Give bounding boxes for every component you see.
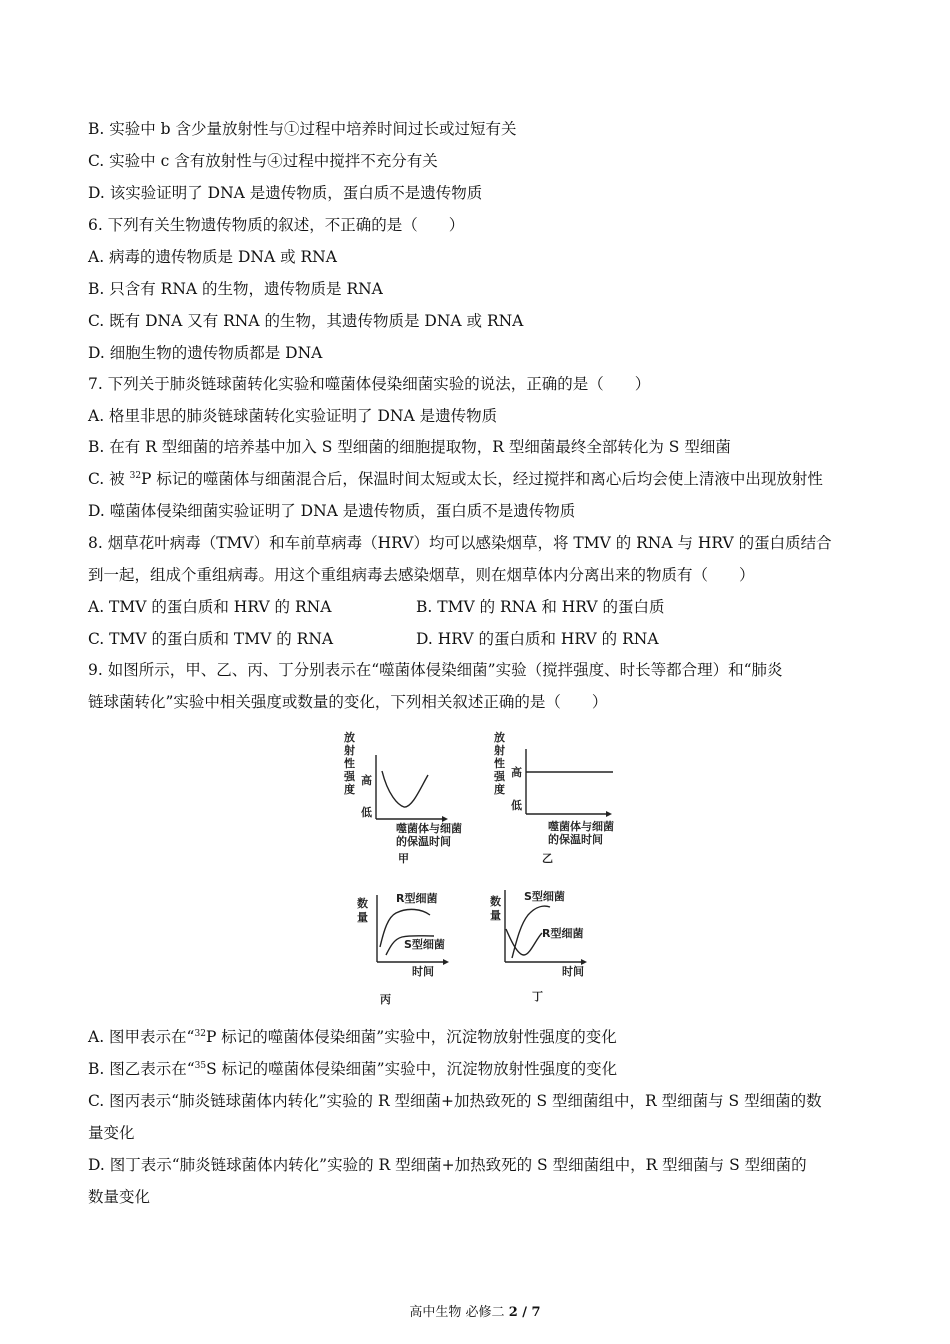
option-8a: A. TMV 的蛋白质和 HRV 的 RNA — [88, 598, 332, 616]
yi-xlabel-1: 噬菌体与细菌 — [548, 820, 614, 833]
jia-caption: 甲 — [398, 852, 409, 865]
jia-low-label: 低 — [361, 806, 372, 819]
yi-xlabel-2: 的保温时间 — [548, 833, 603, 846]
ding-r-label: R型细菌 — [542, 927, 584, 940]
jia-high-label: 高 — [361, 774, 372, 787]
option-8c: C. TMV 的蛋白质和 TMV 的 RNA — [88, 630, 334, 648]
jia-curve — [382, 771, 428, 807]
option-6c: C. 既有 DNA 又有 RNA 的生物，其遗传物质是 DNA 或 RNA — [88, 312, 524, 330]
option-5c: C. 实验中 c 含有放射性与④过程中搅拌不充分有关 — [88, 152, 438, 170]
yi-ylabel-2: 射 — [494, 744, 505, 757]
graph-yi — [493, 730, 614, 865]
bing-x-arrow — [443, 959, 449, 965]
yi-high-label: 高 — [511, 766, 522, 779]
question-7: 7. 下列关于肺炎链球菌转化实验和噬菌体侵染细菌实验的说法，正确的是（ ） — [88, 375, 651, 393]
yi-caption: 乙 — [542, 852, 553, 865]
page-number: 2 / 7 — [508, 1305, 541, 1320]
question-8-line1: 8. 烟草花叶病毒（TMV）和车前草病毒（HRV）均可以感染烟草，将 TMV 的 RNA 与 HRV 的蛋白质结合 — [88, 534, 832, 552]
option-7b: B. 在有 R 型细菌的培养基中加入 S 型细菌的细胞提取物，R 型细菌最终全部转化为 S 型细菌 — [88, 438, 731, 456]
option-5b: B. 实验中 b 含少量放射性与①过程中培养时间过长或过短有关 — [88, 120, 517, 138]
option-6a: A. 病毒的遗传物质是 DNA 或 RNA — [88, 248, 337, 266]
jia-ylabel-4: 强 — [344, 770, 355, 783]
experiment-figure — [330, 725, 630, 1015]
option-9a: A. 图甲表示在“$^{32}$P 标记的噬菌体侵染细菌”实验中，沉淀物放射性强度的变化 — [88, 1028, 617, 1046]
yi-ylabel-3: 性 — [494, 757, 505, 770]
yi-x-arrow — [606, 811, 612, 817]
ding-s-label: S型细菌 — [524, 890, 565, 903]
option-9c-line1: C. 图丙表示“肺炎链球菌体内转化”实验的 R 型细菌+加热致死的 S 型细菌组中，R 型细菌与 S 型细菌的数 — [88, 1092, 822, 1110]
question-6: 6. 下列有关生物遗传物质的叙述，不正确的是（ ） — [88, 216, 465, 234]
option-9d-line1: D. 图丁表示“肺炎链球菌体内转化”实验的 R 型细菌+加热致死的 S 型细菌组中，R 型细菌与 S 型细菌的 — [88, 1156, 807, 1174]
bing-s-label: S型细菌 — [404, 938, 445, 951]
bing-xlabel: 时间 — [412, 965, 434, 978]
question-8-line2: 到一起，组成个重组病毒。用这个重组病毒去感染烟草，则在烟草体内分离出来的物质有（ ） — [88, 566, 755, 584]
option-7d: D. 噬菌体侵染细菌实验证明了 DNA 是遗传物质，蛋白质不是遗传物质 — [88, 502, 576, 520]
ding-r-curve — [506, 929, 542, 955]
ding-ylabel-2: 量 — [490, 909, 501, 922]
option-7c: C. 被 $^{32}$P 标记的噬菌体与细菌混合后，保温时间太短或太长，经过搅拌和离心后均会使上清液中出现放射性 — [88, 470, 823, 488]
question-9-line2: 链球菌转化”实验中相关强度或数量的变化，下列相关叙述正确的是（ ） — [88, 693, 608, 711]
jia-ylabel-1: 放 — [344, 731, 355, 744]
jia-ylabel-3: 性 — [344, 757, 355, 770]
jia-xlabel-1: 噬菌体与细菌 — [396, 822, 462, 835]
yi-ylabel-1: 放 — [494, 731, 505, 744]
jia-xlabel-2: 的保温时间 — [396, 835, 451, 848]
option-6d: D. 细胞生物的遗传物质都是 DNA — [88, 344, 323, 362]
yi-ylabel-5: 度 — [494, 783, 505, 796]
graph-ding — [490, 889, 587, 1003]
graph-bing — [357, 891, 449, 1006]
jia-ylabel-2: 射 — [344, 744, 355, 757]
page-footer — [0, 1301, 950, 1320]
option-5d: D. 该实验证明了 DNA 是遗传物质，蛋白质不是遗传物质 — [88, 184, 483, 202]
option-7a: A. 格里非思的肺炎链球菌转化实验证明了 DNA 是遗传物质 — [88, 407, 498, 425]
yi-ylabel-4: 强 — [494, 770, 505, 783]
bing-ylabel-2: 量 — [357, 911, 368, 924]
footer-title: 高中生物 必修二 — [409, 1305, 509, 1320]
ding-ylabel-1: 数 — [490, 895, 501, 908]
option-9b: B. 图乙表示在“$^{35}$S 标记的噬菌体侵染细菌”实验中，沉淀物放射性强度的变化 — [88, 1060, 618, 1078]
question-9-line1: 9. 如图所示，甲、乙、丙、丁分别表示在“噬菌体侵染细菌”实验（搅拌强度、时长等都合理）和“肺炎 — [88, 661, 783, 679]
option-6b: B. 只含有 RNA 的生物，遗传物质是 RNA — [88, 280, 383, 298]
bing-ylabel-1: 数 — [357, 897, 368, 910]
option-8d: D. HRV 的蛋白质和 HRV 的 RNA — [416, 630, 659, 648]
option-9d-line2: 数量变化 — [88, 1188, 151, 1206]
bing-caption: 丙 — [380, 993, 391, 1006]
yi-low-label: 低 — [511, 799, 522, 812]
option-8b: B. TMV 的 RNA 和 HRV 的蛋白质 — [416, 598, 665, 616]
ding-caption: 丁 — [532, 990, 543, 1003]
option-9c-line2: 量变化 — [88, 1124, 135, 1142]
bing-r-label: R型细菌 — [396, 892, 438, 905]
graph-jia — [343, 730, 462, 865]
ding-xlabel: 时间 — [562, 965, 584, 978]
jia-ylabel-5: 度 — [344, 783, 355, 796]
